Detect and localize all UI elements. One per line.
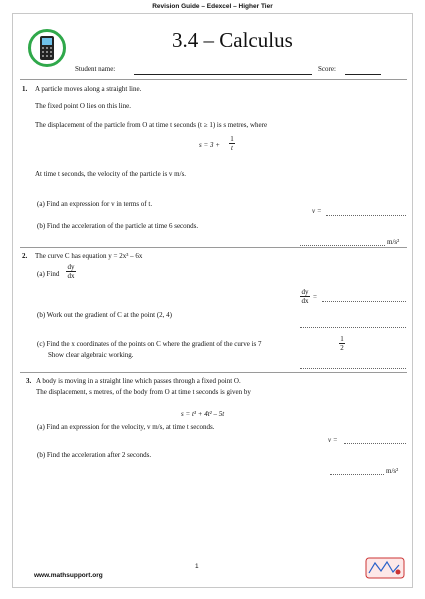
calculator-logo (28, 29, 66, 67)
q1-fraction-denominator: t (231, 144, 233, 152)
score-line[interactable] (345, 74, 381, 75)
guide-header: Revision Guide – Edexcel – Higher Tier (152, 3, 273, 10)
q2c-fraction (339, 335, 345, 352)
q3a-answer-line[interactable] (344, 443, 406, 444)
q2b-answer-line[interactable] (300, 327, 406, 328)
student-name-line[interactable] (134, 74, 312, 75)
q3b-answer-line[interactable] (330, 474, 384, 475)
q3b-text: (b) Find the acceleration after 2 seconds. (37, 451, 152, 459)
q2c-fraction-denominator: 2 (340, 344, 344, 352)
q3a-text: (a) Find an expression for the velocity, v m/s, at time t seconds. (37, 423, 215, 431)
q3b-unit: m/s² (386, 467, 399, 475)
q1-line3: The displacement of the particle from O at time t seconds (t ≥ 1) is s metres, where (35, 121, 268, 129)
q1b-text: (b) Find the acceleration of the particle at time 6 seconds. (37, 222, 199, 230)
q3-number: 3. (26, 377, 32, 385)
page-title: 3.4 – Calculus (172, 28, 293, 52)
q1a-answer-line[interactable] (326, 215, 406, 216)
q1b-answer-line[interactable] (300, 245, 385, 246)
q3-line1: A body is moving in a straight line which passes through a fixed point O. (36, 377, 241, 385)
q3-equation: s = t³ + 4t² – 5t (181, 410, 225, 418)
q2a-dx: dx (67, 272, 75, 280)
q3-line2: The displacement, s metres, of the body from O at time t seconds is given by (36, 388, 251, 396)
q1a-text: (a) Find an expression for v in terms of t. (37, 200, 153, 208)
q1-line1: A particle moves along a straight line. (35, 85, 142, 93)
q2c-answer-line[interactable] (300, 368, 406, 369)
q2c-fraction-numerator: 1 (340, 335, 344, 343)
q1-fraction (229, 135, 235, 152)
maths-support-logo-icon (365, 557, 405, 579)
calculator-icon (31, 32, 63, 64)
score-label: Score: (318, 65, 336, 73)
q1-equation: s = 3 + (199, 141, 220, 149)
maths-support-logo (365, 557, 405, 579)
q2a-answer-derivative (300, 288, 310, 305)
q2a-dy: dy (67, 263, 75, 271)
q2a-derivative (66, 263, 76, 280)
q2a-text: (a) Find (37, 270, 60, 278)
q3a-answer-label: v = (328, 436, 338, 444)
divider-header (20, 79, 407, 80)
website-url: www.mathsupport.org (34, 572, 103, 579)
q2b-text: (b) Work out the gradient of C at the point (2, 4) (37, 311, 172, 319)
student-name-label: Student name: (75, 65, 116, 73)
q2-intro: The curve C has equation y = 2x³ – 6x (35, 252, 143, 260)
q1-number: 1. (22, 85, 28, 93)
q2a-answer-dx: dx (301, 297, 309, 305)
q1b-unit: m/s² (387, 238, 400, 246)
divider-q2 (20, 372, 407, 373)
q2a-answer-dy: dy (301, 288, 309, 296)
q1-line2: The fixed point O lies on this line. (35, 102, 132, 110)
page-number: 1 (195, 563, 199, 570)
q2a-answer-equals: = (313, 293, 317, 301)
divider-q1 (20, 247, 407, 248)
q1a-answer-label: v = (312, 207, 322, 215)
q1-line4: At time t seconds, the velocity of the particle is v m/s. (35, 170, 187, 178)
q2c-instruction: Show clear algebraic working. (48, 351, 134, 359)
q1-fraction-numerator: 1 (230, 135, 234, 143)
q2a-answer-line[interactable] (322, 301, 406, 302)
q2-number: 2. (22, 252, 28, 260)
q2c-text: (c) Find the x coordinates of the points on C where the gradient of the curve is 7 (37, 340, 262, 348)
